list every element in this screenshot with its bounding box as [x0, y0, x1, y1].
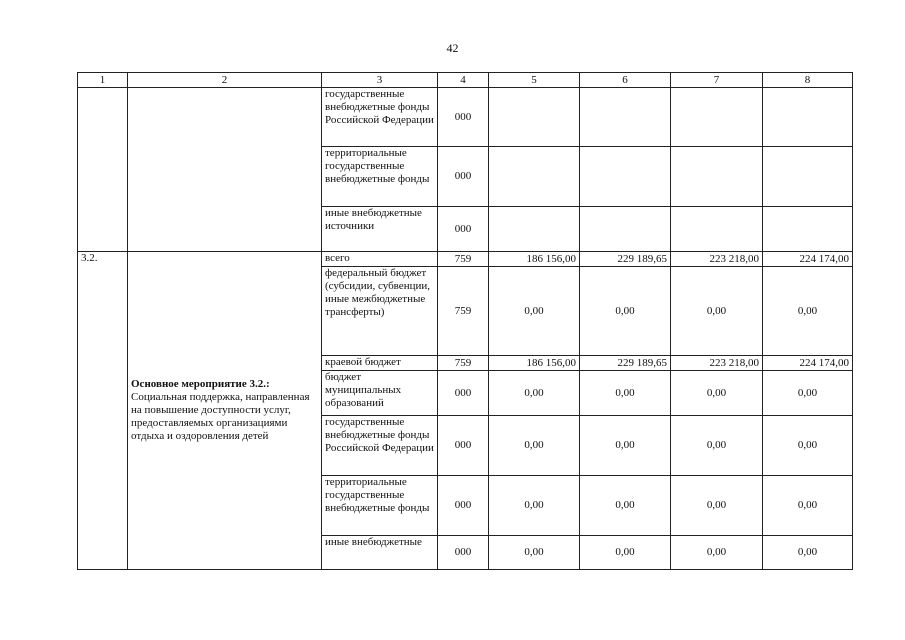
source-cell: краевой бюджет	[322, 356, 438, 371]
value-cell: 223 218,00	[671, 252, 763, 267]
table-row	[78, 252, 853, 267]
activity-index: 3.2.	[78, 252, 128, 570]
source-cell: территориальные государственные внебюджетные фонды	[322, 147, 438, 207]
value-cell: 229 189,65	[580, 356, 671, 371]
value-cell	[489, 207, 580, 252]
col-header-8: 8	[763, 73, 853, 88]
source-cell: территориальные государственные внебюджетные фонды	[322, 476, 438, 536]
value-cell: 224 174,00	[763, 356, 853, 371]
source-cell: всего	[322, 252, 438, 267]
value-cell: 0,00	[763, 416, 853, 476]
value-cell	[763, 207, 853, 252]
value-cell: 229 189,65	[580, 252, 671, 267]
budget-table	[77, 72, 853, 570]
code-cell: 759	[438, 267, 489, 356]
source-cell: иные внебюджетные	[322, 536, 438, 570]
activity-name-cell	[128, 252, 322, 570]
page-number: 42	[446, 41, 459, 55]
value-cell: 0,00	[580, 416, 671, 476]
table-row	[78, 88, 853, 147]
value-cell	[763, 147, 853, 207]
value-cell: 0,00	[580, 536, 671, 570]
col-header-3: 3	[322, 73, 438, 88]
value-cell	[671, 147, 763, 207]
code-cell: 000	[438, 147, 489, 207]
name-cell	[128, 88, 322, 252]
activity-title: Основное мероприятие 3.2.:	[131, 378, 270, 390]
value-cell: 0,00	[489, 536, 580, 570]
code-cell: 759	[438, 356, 489, 371]
code-cell: 000	[438, 207, 489, 252]
value-cell	[763, 88, 853, 147]
col-header-5: 5	[489, 73, 580, 88]
value-cell: 0,00	[489, 416, 580, 476]
source-cell: федеральный бюджет (субсидии, субвенции, иные межбюджетные трансферты)	[322, 267, 438, 356]
value-cell: 0,00	[763, 267, 853, 356]
source-cell: государственные внебюджетные фонды Российской Федерации	[322, 88, 438, 147]
value-cell: 0,00	[763, 536, 853, 570]
value-cell	[580, 207, 671, 252]
value-cell: 0,00	[580, 371, 671, 416]
value-cell: 186 156,00	[489, 356, 580, 371]
col-header-6: 6	[580, 73, 671, 88]
source-cell: государственные внебюджетные фонды Российской Федерации	[322, 416, 438, 476]
code-cell: 000	[438, 371, 489, 416]
value-cell: 0,00	[671, 267, 763, 356]
value-cell: 0,00	[671, 536, 763, 570]
value-cell	[580, 147, 671, 207]
activity-description: Социальная поддержка, направленная на повышение доступности услуг, предоставляемых организациями отдыха и оздоровления детей	[131, 391, 310, 442]
value-cell	[671, 88, 763, 147]
value-cell: 0,00	[580, 267, 671, 356]
value-cell	[580, 88, 671, 147]
col-header-7: 7	[671, 73, 763, 88]
code-cell: 000	[438, 416, 489, 476]
code-cell: 000	[438, 88, 489, 147]
value-cell: 0,00	[671, 371, 763, 416]
value-cell: 0,00	[489, 267, 580, 356]
value-cell: 224 174,00	[763, 252, 853, 267]
value-cell: 0,00	[489, 476, 580, 536]
value-cell: 223 218,00	[671, 356, 763, 371]
value-cell: 0,00	[671, 416, 763, 476]
code-cell: 000	[438, 476, 489, 536]
value-cell: 0,00	[489, 371, 580, 416]
value-cell	[671, 207, 763, 252]
code-cell: 759	[438, 252, 489, 267]
value-cell: 186 156,00	[489, 252, 580, 267]
source-cell: иные внебюджетные источники	[322, 207, 438, 252]
col-header-4: 4	[438, 73, 489, 88]
value-cell: 0,00	[763, 371, 853, 416]
code-cell: 000	[438, 536, 489, 570]
col-header-1: 1	[78, 73, 128, 88]
value-cell	[489, 147, 580, 207]
source-cell: бюджет муниципальных образований	[322, 371, 438, 416]
value-cell: 0,00	[763, 476, 853, 536]
col-header-2: 2	[128, 73, 322, 88]
value-cell: 0,00	[671, 476, 763, 536]
value-cell: 0,00	[580, 476, 671, 536]
header-row	[78, 73, 853, 88]
index-cell	[78, 88, 128, 252]
value-cell	[489, 88, 580, 147]
